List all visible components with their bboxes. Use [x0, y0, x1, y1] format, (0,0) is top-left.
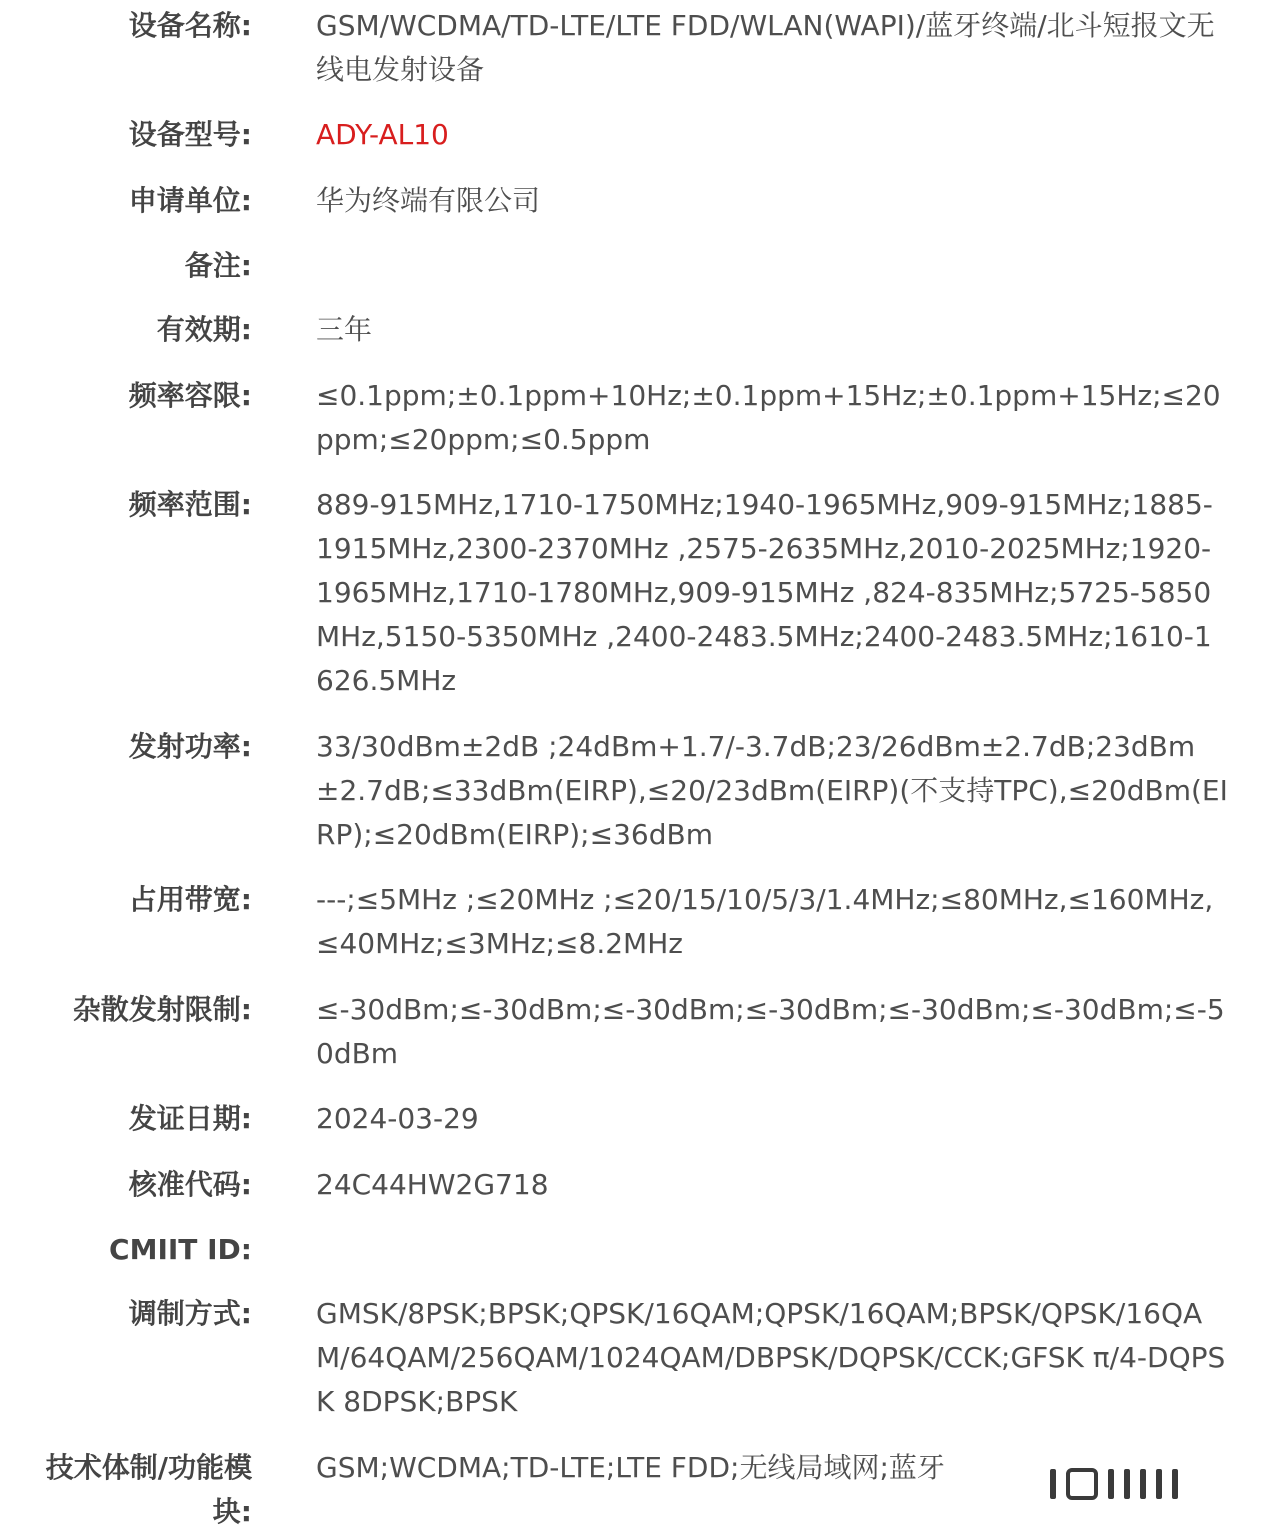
watermark-bar-icon [1124, 1469, 1130, 1499]
label-spurious-emission: 杂散发射限制: [72, 993, 252, 1026]
value-issue-date: 2024-03-29 [316, 1102, 479, 1135]
watermark-logo [1050, 1462, 1265, 1506]
value-approval-code: 24C44HW2G718 [316, 1168, 549, 1201]
label-applicant: 申请单位: [128, 184, 252, 217]
value-applicant: 华为终端有限公司 [316, 184, 541, 217]
watermark-bar-icon [1050, 1469, 1056, 1499]
label-remark: 备注: [184, 249, 252, 282]
value-device-model: ADY-AL10 [316, 118, 449, 151]
label-approval-code: 核准代码: [128, 1168, 252, 1201]
value-modulation: GMSK/8PSK;BPSK;QPSK/16QAM;QPSK/16QAM;BPSK/QPSK/16QAM/64QAM/256QAM/1024QAM/DBPSK/DQPSK/CCK;GFSK π/4-DQPSK 8DPSK;BPSK [316, 1297, 1226, 1418]
label-frequency-tolerance: 频率容限: [128, 379, 252, 412]
label-technology: 技术体制/功能模块: [45, 1451, 252, 1528]
watermark-bar-icon [1140, 1469, 1146, 1499]
label-validity: 有效期: [156, 313, 252, 346]
value-occupied-bandwidth: ---;≤5MHz ;≤20MHz ;≤20/15/10/5/3/1.4MHz;≤80MHz,≤160MHz,≤40MHz;≤3MHz;≤8.2MHz [316, 883, 1214, 960]
value-transmit-power: 33/30dBm±2dB ;24dBm+1.7/-3.7dB;23/26dBm±2.7dB;23dBm±2.7dB;≤33dBm(EIRP),≤20/23dBm(EIRP)(不支持TPC),≤20dBm(EIRP);≤20dBm(EIRP);≤36dBm [316, 730, 1228, 851]
label-transmit-power: 发射功率: [128, 730, 252, 763]
value-device-name: GSM/WCDMA/TD-LTE/LTE FDD/WLAN(WAPI)/蓝牙终端/北斗短报文无线电发射设备 [316, 9, 1215, 86]
watermark-bar-icon [1108, 1469, 1114, 1499]
label-device-model: 设备型号: [128, 118, 252, 151]
value-validity: 三年 [316, 313, 373, 346]
value-frequency-tolerance: ≤0.1ppm;±0.1ppm+10Hz;±0.1ppm+15Hz;±0.1ppm+15Hz;≤20ppm;≤20ppm;≤0.5ppm [316, 379, 1221, 456]
watermark-square-icon [1066, 1468, 1098, 1500]
label-frequency-range: 频率范围: [128, 488, 252, 521]
label-issue-date: 发证日期: [128, 1102, 252, 1135]
value-spurious-emission: ≤-30dBm;≤-30dBm;≤-30dBm;≤-30dBm;≤-30dBm;≤-30dBm;≤-50dBm [316, 993, 1225, 1070]
value-frequency-range: 889-915MHz,1710-1750MHz;1940-1965MHz,909-915MHz;1885-1915MHz,2300-2370MHz ,2575-2635MHz,2010-2025MHz;1920-1965MHz,1710-1780MHz,909-915MHz ,824-835MHz;5725-5850MHz,5150-5350MHz ,2400-2483.5MHz;2400-2483.5MHz;1610-1626.5MHz [316, 488, 1213, 697]
label-cmiit-id: CMIIT ID: [109, 1233, 252, 1266]
watermark-bar-icon [1172, 1469, 1178, 1499]
label-device-name: 设备名称: [128, 9, 252, 42]
label-modulation: 调制方式: [128, 1297, 252, 1330]
label-occupied-bandwidth: 占用带宽: [128, 883, 252, 916]
watermark-bar-icon [1156, 1469, 1162, 1499]
value-technology: GSM;WCDMA;TD-LTE;LTE FDD;无线局域网;蓝牙 [316, 1451, 945, 1484]
